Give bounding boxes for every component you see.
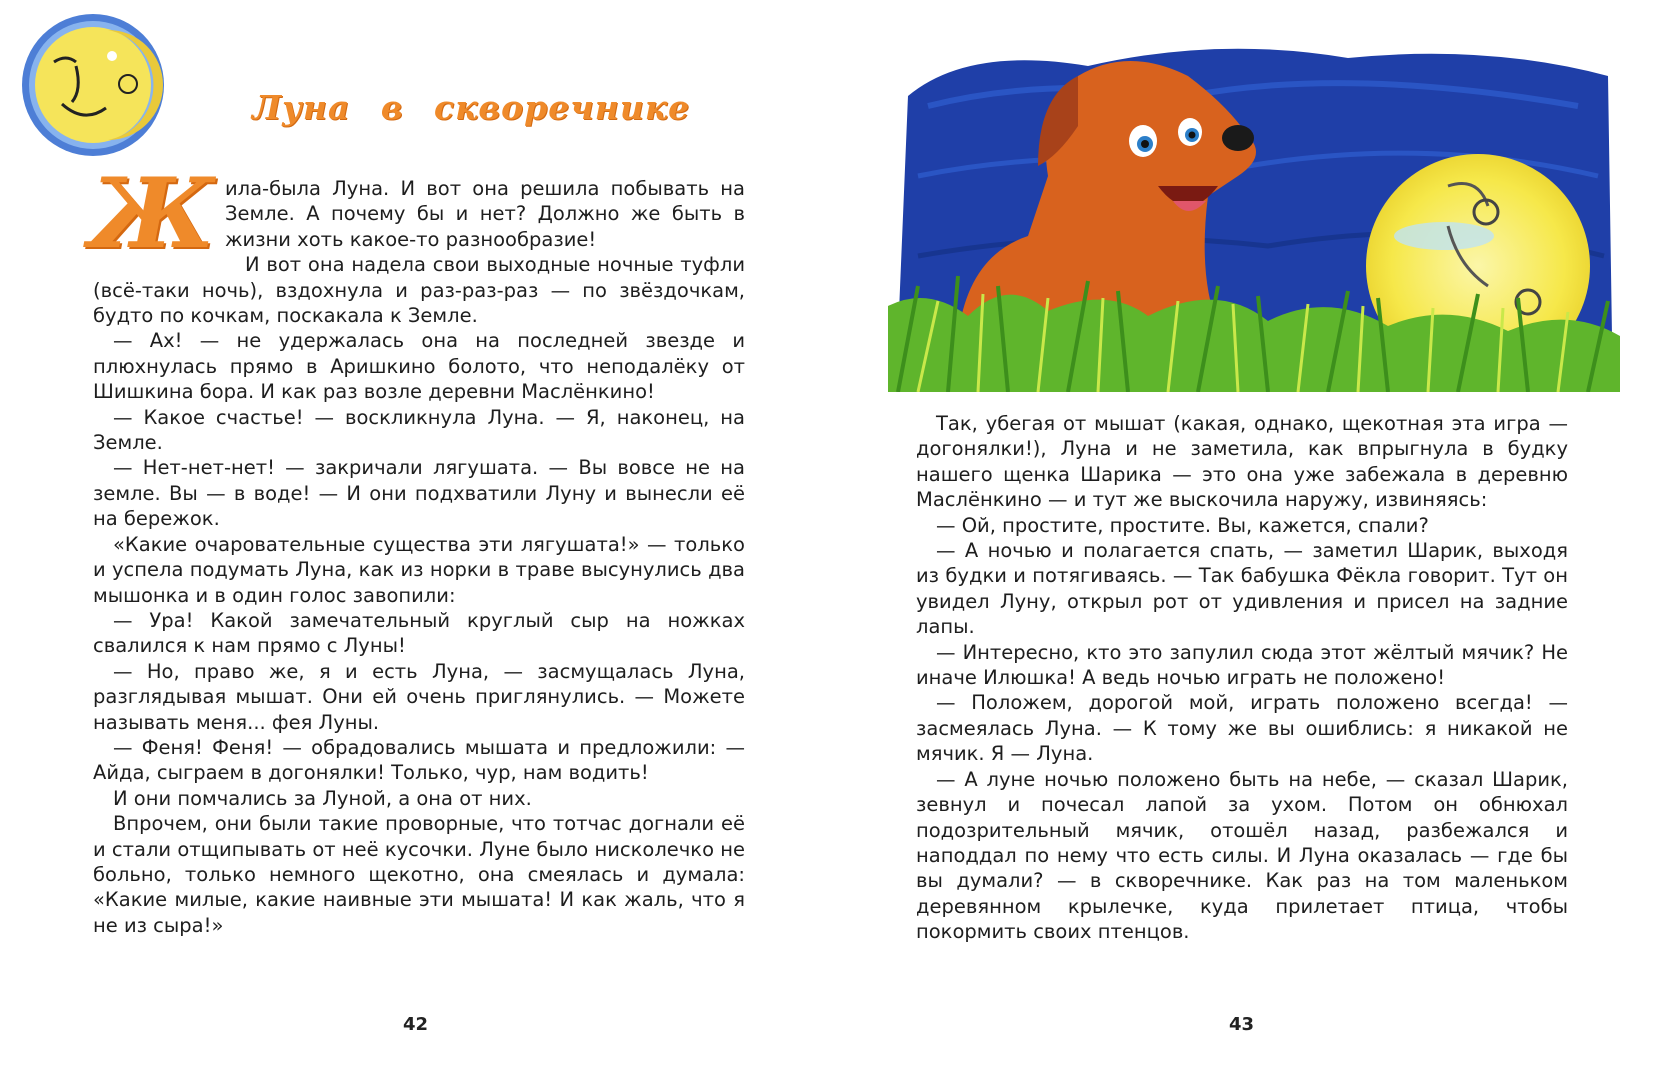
dog-and-moon-illustration (888, 36, 1620, 392)
right-page-text (916, 411, 1568, 945)
paragraph: — Интересно, кто это запулил сюда этот жёлтый мячик? Не иначе Илюшка! А ведь ночью играть не положено! (916, 640, 1568, 690)
paragraph: — А луне ночью положено быть на небе, — сказал Шарик, зевнул и почесал лапой за ухом. Потом он обнюхал подозрительный мячик, отошёл назад, разбежался и наподдал по нему что есть силы. И Луна оказалась — где бы вы думали? — в скворечнике. Как раз на том маленьком деревянном крылечке, куда прилетает птица, чтобы покормить своих птенцов. (916, 767, 1568, 944)
moon-medallion-icon (20, 12, 166, 158)
paragraph: — Ах! — не удержалась она на последней звезде и плюхнулась прямо в Аришкино болото, что неподалёку от Шишкина бора. И как раз возле деревни Маслёнкино! (93, 329, 745, 404)
page-number-left: 42 (403, 1014, 429, 1035)
paragraph: — Но, право же, я и есть Луна, — засмущалась Луна, разглядывая мышат. Они ей очень приглянулись. — Можете называть меня... фея Луны. (93, 659, 745, 734)
paragraph: — Нет-нет-нет! — закричали лягушата. — Вы вовсе не на земле. Вы — в воде! — И они подхватили Луну и вынесли её на бережок. (93, 456, 745, 531)
paragraph: И вот она надела свои выходные ночные туфли (всё-таки ночь), вздохнула и раз-раз-раз — по звёздочкам, будто по кочкам, поскакала к Земле. (93, 253, 745, 328)
paragraph: — А ночью и полагается спать, — заметил Шарик, выходя из будки и потягиваясь. — Так бабушка Фёкла говорит. Тут он увидел Луну, открыл рот от удивления и присел на задние лапы. (916, 539, 1568, 639)
paragraph: — Феня! Феня! — обрадовались мышата и предложили: — Айда, сыграем в догонялки! Только, чур, нам водить! (93, 735, 745, 785)
page-number-right: 43 (1229, 1014, 1255, 1035)
paragraph: «Какие очаровательные существа эти лягушата!» — только и успела подумать Луна, как из норки в траве высунулись два мышонка и в один голос завопили: (93, 532, 745, 607)
drop-cap: Ж (89, 157, 215, 270)
story-title: Луна в скворечнике (252, 88, 691, 127)
paragraph: — Положем, дорогой мой, играть положено всегда! — засмеялась Луна. — К тому же вы ошиблись: я никакой не мячик. Я — Луна. (916, 691, 1568, 766)
paragraph: — Ура! Какой замечательный круглый сыр на ножках свалился к нам прямо с Луны! (93, 608, 745, 658)
paragraph: Впрочем, они были такие проворные, что тотчас догнали её и стали отщипывать от неё кусочки. Луне было нисколечко не больно, только немного щекотно, она смеялась и думала: «Какие милые, какие наивные эти мышата! И как жаль, что я не из сыра!» (93, 812, 745, 937)
left-page-text (89, 157, 745, 938)
paragraph-text: ила-была Луна. И вот она решила побывать на Земле. А почему бы и нет? Должно же быть в жизни хоть какое-то разнообразие! (224, 177, 745, 251)
paragraph (89, 157, 745, 270)
paragraph: И они помчались за Луной, а она от них. (113, 786, 532, 810)
paragraph: Так, убегая от мышат (какая, однако, щекотная эта игра — догонялки!), Луна и не заметила, как впрыгнула в будку нашего щенка Шарика — это она уже забежала в деревню Маслёнкино — и тут же выскочила наружу, извиняясь: (916, 412, 1568, 512)
paragraph: — Ой, простите, простите. Вы, кажется, спали? (936, 513, 1429, 537)
paragraph: — Какое счастье! — воскликнула Луна. — Я, наконец, на Земле. (93, 405, 745, 455)
